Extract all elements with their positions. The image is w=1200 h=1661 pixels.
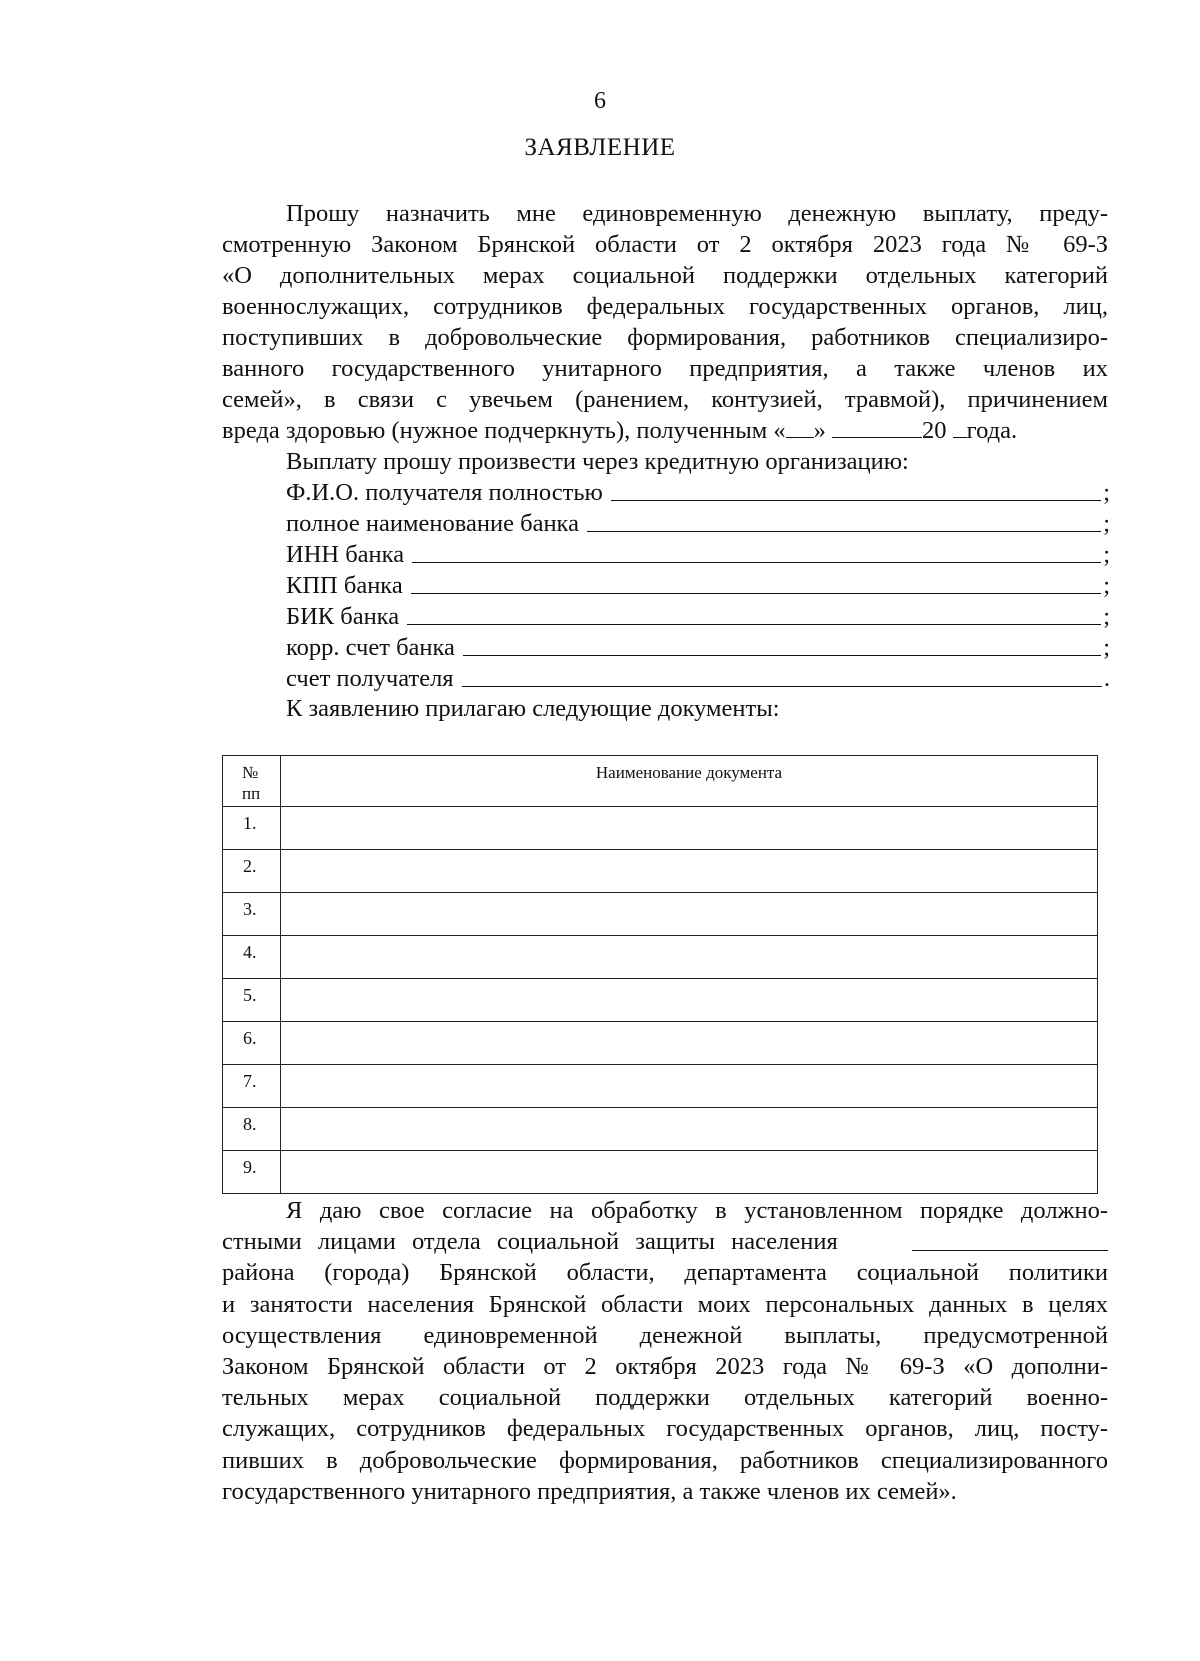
row-number-cell	[223, 1151, 281, 1194]
field-label: БИК банка	[286, 603, 400, 630]
consent-line: тельных мерах социальной поддержки отдельных категорий военно-	[222, 1384, 1108, 1412]
table-row	[223, 1065, 1098, 1108]
field-end: ;	[1103, 541, 1110, 568]
row-number: 3.	[243, 899, 257, 919]
consent-line: пивших в добровольческие формирования, работников специализированного	[222, 1446, 1108, 1474]
payment-intro	[286, 446, 1110, 477]
payment-intro-text: Выплату прошу произвести через кредитную организацию:	[286, 448, 909, 475]
bank-inn-input[interactable]	[412, 562, 1101, 563]
consent-line: служащих, сотрудников федеральных государственных органов, лиц, посту-	[222, 1415, 1108, 1443]
consent-paragraph	[222, 1195, 1108, 1507]
bank-bik-input[interactable]	[407, 624, 1101, 625]
request-line: семей», в связи с увечьем (ранением, контузией, травмой), причинением	[222, 386, 1108, 413]
request-line: смотренную Законом Брянской области от 2 октября 2023 года № 69-З	[222, 231, 1108, 258]
year-blank[interactable]	[953, 437, 967, 438]
field-end: ;	[1103, 634, 1110, 661]
document-name-cell[interactable]	[281, 893, 1098, 936]
bank-inn-field	[286, 539, 1110, 570]
document-title: ЗАЯВЛЕНИЕ	[524, 134, 676, 161]
field-end: ;	[1103, 510, 1110, 537]
documents-intro: К заявлению прилагаю следующие документы:	[286, 695, 780, 722]
table-row	[223, 936, 1098, 979]
documents-table	[222, 755, 1098, 1194]
row-number: 7.	[243, 1071, 257, 1091]
row-number: 9.	[243, 1157, 257, 1177]
consent-line: Я даю свое согласие на обработку в установленном порядке должно-	[286, 1197, 1108, 1224]
table-row	[223, 1022, 1098, 1065]
field-end: ;	[1103, 572, 1110, 599]
injury-date-line	[222, 415, 1108, 446]
field-label: счет получателя	[286, 665, 454, 692]
consent-line: стными лицами отдела социальной защиты населения	[222, 1228, 838, 1256]
row-number: 6.	[243, 1028, 257, 1048]
field-end: ;	[1103, 479, 1110, 506]
document-name-cell[interactable]	[281, 1022, 1098, 1065]
row-number: 4.	[243, 942, 257, 962]
row-number-cell	[223, 807, 281, 850]
row-number-cell	[223, 1065, 281, 1108]
table-row	[223, 1108, 1098, 1151]
request-paragraph	[222, 198, 1108, 446]
document-name-cell[interactable]	[281, 1065, 1098, 1108]
recipient-account-field	[286, 663, 1110, 694]
bank-name-input[interactable]	[587, 531, 1101, 532]
table-row	[223, 807, 1098, 850]
document-name-cell[interactable]	[281, 1108, 1098, 1151]
correspondent-account-input[interactable]	[463, 655, 1101, 656]
table-row	[223, 850, 1098, 893]
field-label: Ф.И.О. получателя полностью	[286, 479, 603, 506]
field-label: ИНН банка	[286, 541, 405, 568]
table-row	[223, 979, 1098, 1022]
document-name-cell[interactable]	[281, 1151, 1098, 1194]
year-prefix: 20	[922, 417, 947, 444]
bank-bik-field	[286, 601, 1110, 632]
consent-line-with-blank	[222, 1226, 1108, 1257]
correspondent-account-field	[286, 632, 1110, 663]
document-name-cell[interactable]	[281, 936, 1098, 979]
request-line: Прошу назначить мне единовременную денежную выплату, преду-	[286, 200, 1108, 227]
recipient-name-input[interactable]	[611, 500, 1101, 501]
row-number: 8.	[243, 1114, 257, 1134]
field-label: КПП банка	[286, 572, 403, 599]
table-row	[223, 893, 1098, 936]
bank-details-fields	[286, 477, 1110, 694]
row-number-cell	[223, 850, 281, 893]
consent-line: Законом Брянской области от 2 октября 2023 года № 69-З «О дополни-	[222, 1353, 1108, 1381]
row-number-cell	[223, 1108, 281, 1151]
document-name-cell[interactable]	[281, 807, 1098, 850]
table-header-row	[223, 756, 1098, 807]
day-blank[interactable]	[786, 437, 814, 438]
table-row	[223, 1151, 1098, 1194]
recipient-name-field	[286, 477, 1110, 508]
request-line: ванного государственного унитарного предприятия, а также членов их	[222, 355, 1108, 382]
bank-name-field	[286, 508, 1110, 539]
field-label: полное наименование банка	[286, 510, 579, 537]
field-label: корр. счет банка	[286, 634, 455, 661]
bank-kpp-field	[286, 570, 1110, 601]
date-line-quote: »	[813, 417, 826, 444]
recipient-account-input[interactable]	[462, 686, 1102, 687]
field-end: ;	[1103, 603, 1110, 630]
request-line: военнослужащих, сотрудников федеральных государственных органов, лиц,	[222, 293, 1108, 320]
consent-line: района (города) Брянской области, департамента социальной политики	[222, 1259, 1108, 1287]
row-number-cell	[223, 1022, 281, 1065]
header-number-line2: пп	[242, 784, 261, 803]
consent-line: государственного унитарного предприятия, а также членов их семей».	[222, 1477, 957, 1505]
row-number: 1.	[243, 813, 257, 833]
document-name-cell[interactable]	[281, 979, 1098, 1022]
request-line: «О дополнительных мерах социальной поддержки отдельных категорий	[222, 262, 1108, 289]
header-number-line1: №	[242, 763, 259, 782]
header-name: Наименование документа	[595, 763, 783, 782]
department-blank[interactable]	[912, 1226, 1108, 1251]
header-number-cell	[223, 756, 281, 807]
date-line-text: вреда здоровью (нужное подчеркнуть), полученным «	[222, 417, 786, 444]
consent-line: осуществления единовременной денежной выплаты, предусмотренной	[222, 1321, 1108, 1349]
bank-kpp-input[interactable]	[411, 593, 1101, 594]
document-name-cell[interactable]	[281, 850, 1098, 893]
date-line-end: года.	[966, 417, 1018, 444]
row-number-cell	[223, 979, 281, 1022]
request-line: поступивших в добровольческие формирования, работников специализиро-	[222, 324, 1108, 351]
header-name-cell	[281, 756, 1098, 807]
consent-line: и занятости населения Брянской области моих персональных данных в целях	[222, 1290, 1108, 1318]
row-number: 2.	[243, 856, 257, 876]
month-blank[interactable]	[832, 437, 922, 438]
row-number: 5.	[243, 985, 257, 1005]
row-number-cell	[223, 893, 281, 936]
row-number-cell	[223, 936, 281, 979]
field-end: .	[1103, 665, 1110, 692]
page-number: 6	[594, 88, 606, 114]
